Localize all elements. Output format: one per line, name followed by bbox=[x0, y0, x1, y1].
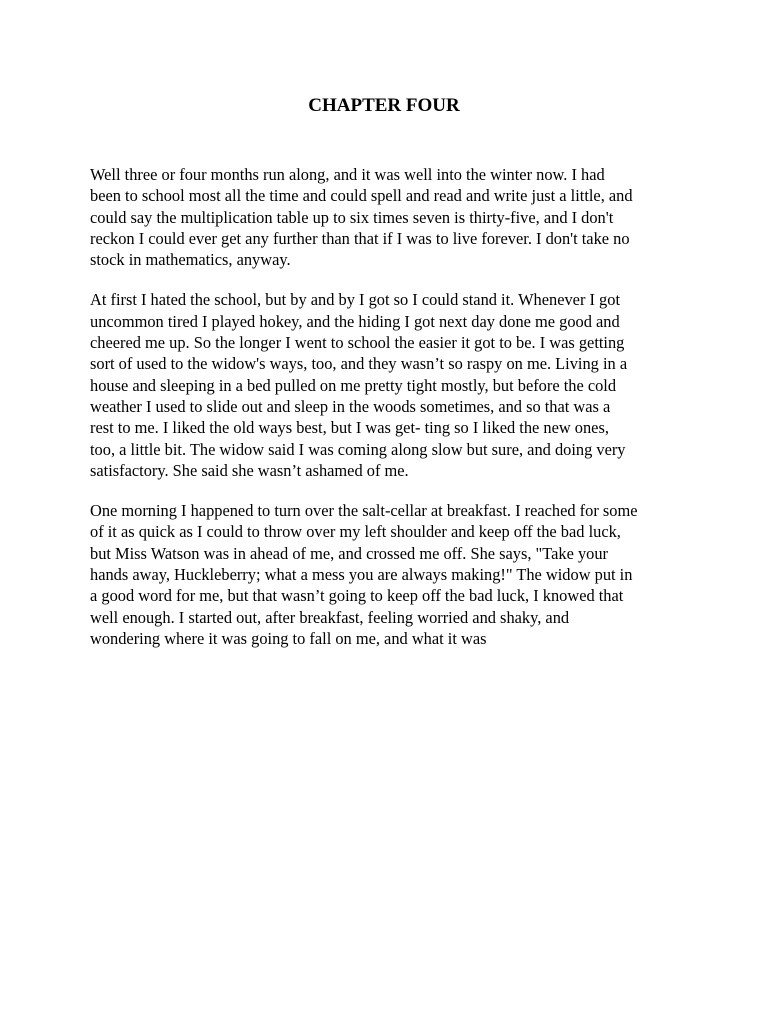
text-line: been to school most all the time and could spell and read and write just a little, and bbox=[90, 186, 633, 206]
text-line: sort of used to the widow's ways, too, and they wasn’t so raspy on me. Living in a bbox=[90, 354, 628, 374]
text-line: too, a little bit. The widow said I was coming along slow but sure, and doing very bbox=[90, 439, 626, 459]
chapter-body bbox=[90, 164, 686, 668]
text-line: stock in mathematics, anyway. bbox=[90, 250, 291, 270]
text-line: could say the multiplication table up to six times seven is thirty-five, and I don't bbox=[90, 207, 614, 227]
text-line: Well three or four months run along, and it was well into the winter now. I had bbox=[90, 165, 605, 184]
text-line: One morning I happened to turn over the salt-cellar at breakfast. I reached for some bbox=[90, 501, 638, 521]
paragraph-2 bbox=[90, 289, 686, 481]
text-line: hands away, Huckleberry; what a mess you are always making!" The widow put in bbox=[90, 565, 633, 585]
text-line: weather I used to slide out and sleep in the woods sometimes, and so that was a bbox=[90, 396, 611, 416]
text-line: of it as quick as I could to throw over my left shoulder and keep off the bad luck, bbox=[90, 522, 621, 542]
text-line: cheered me up. So the longer I went to school the easier it got to be. I was getting bbox=[90, 333, 625, 353]
text-line: At first I hated the school, but by and by I got so I could stand it. Whenever I got bbox=[90, 290, 621, 310]
text-line: wondering where it was going to fall on me, and what it was bbox=[90, 628, 487, 648]
text-line: satisfactory. She said she wasn’t ashamed of me. bbox=[90, 460, 409, 480]
text-line: house and sleeping in a bed pulled on me pretty tight mostly, but before the cold bbox=[90, 375, 617, 395]
text-line: rest to me. I liked the old ways best, but I was get- ting so I liked the new ones, bbox=[90, 418, 609, 438]
paragraph-1 bbox=[90, 164, 686, 270]
text-line: but Miss Watson was in ahead of me, and crossed me off. She says, "Take your bbox=[90, 543, 608, 563]
paragraph-3 bbox=[90, 500, 686, 649]
text-line: well enough. I started out, after breakfast, feeling worried and shaky, and bbox=[90, 607, 570, 627]
text-line: a good word for me, but that wasn’t going to keep off the bad luck, I knowed that bbox=[90, 586, 624, 606]
text-line: reckon I could ever get any further than that if I was to live forever. I don't take no bbox=[90, 228, 630, 248]
text-line: uncommon tired I played hokey, and the hiding I got next day done me good and bbox=[90, 311, 620, 331]
chapter-title: CHAPTER FOUR bbox=[308, 95, 460, 116]
